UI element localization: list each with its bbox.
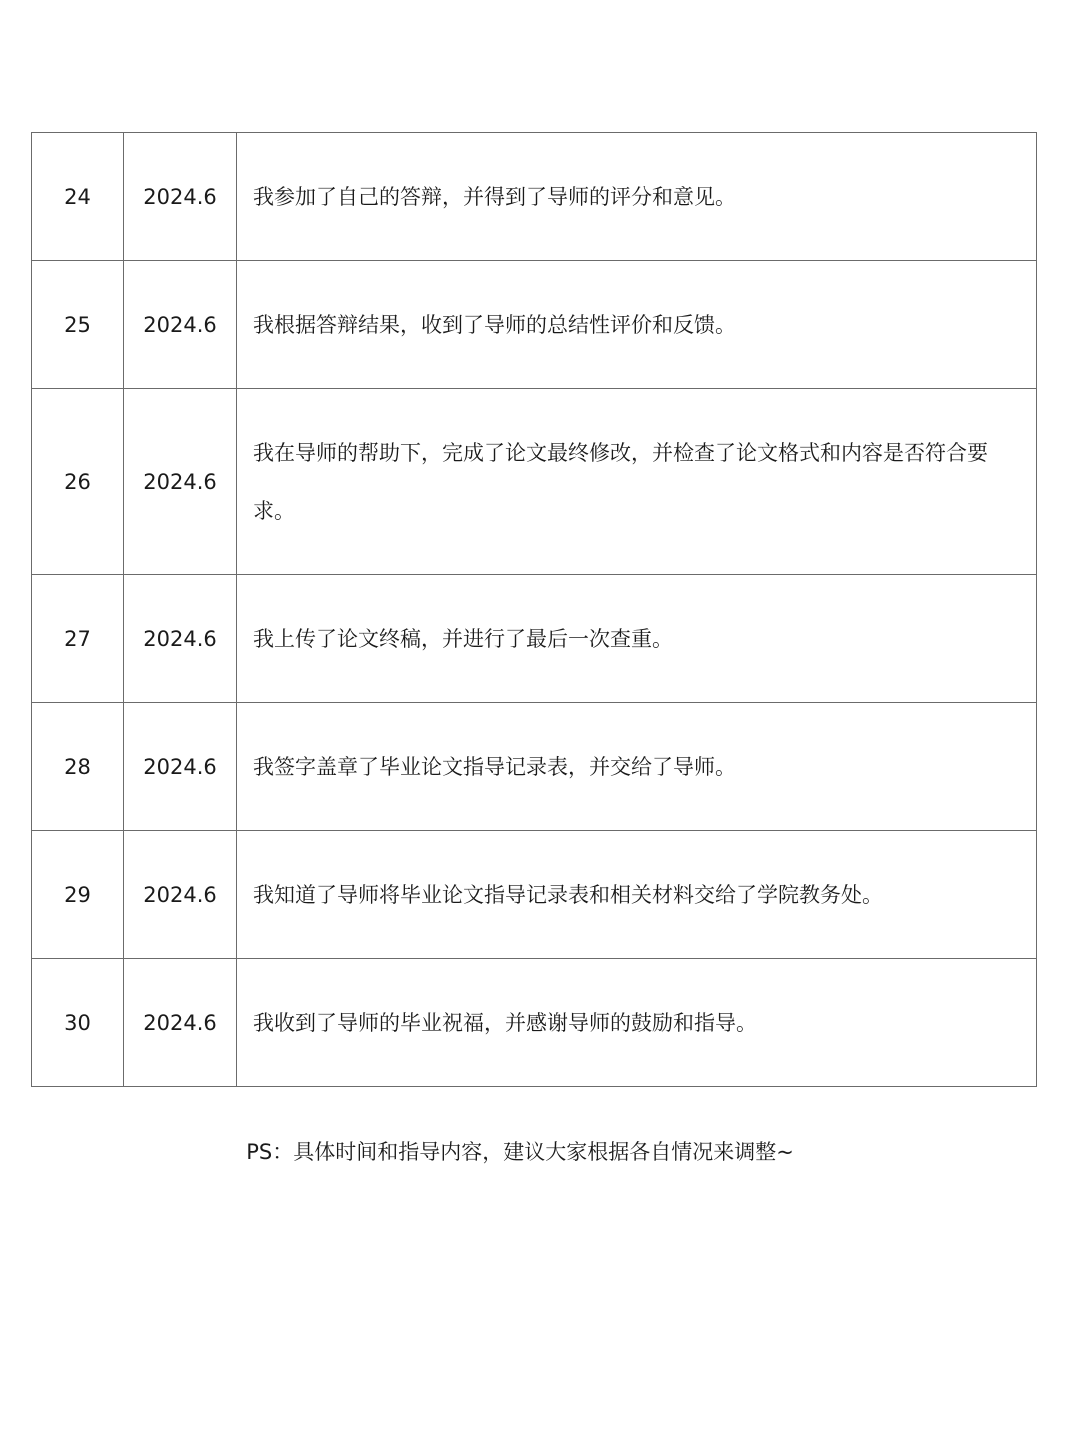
row-date: 2024.6 [124,133,237,261]
row-content: 我根据答辩结果，收到了导师的总结性评价和反馈。 [237,261,1037,389]
table-row [32,389,1037,575]
row-content: 我在导师的帮助下，完成了论文最终修改，并检查了论文格式和内容是否符合要求。 [237,389,1037,575]
row-number: 29 [32,831,124,959]
row-content: 我上传了论文终稿，并进行了最后一次查重。 [237,575,1037,703]
guidance-record-table [31,132,1037,1087]
row-date: 2024.6 [124,389,237,575]
row-content: 我签字盖章了毕业论文指导记录表，并交给了导师。 [237,703,1037,831]
row-number: 30 [32,959,124,1087]
row-date: 2024.6 [124,831,237,959]
row-number: 27 [32,575,124,703]
table-row [32,575,1037,703]
row-date: 2024.6 [124,959,237,1087]
table-row [32,261,1037,389]
table-row [32,703,1037,831]
table-row [32,831,1037,959]
table-row [32,133,1037,261]
row-number: 25 [32,261,124,389]
table-row [32,959,1037,1087]
row-content: 我知道了导师将毕业论文指导记录表和相关材料交给了学院教务处。 [237,831,1037,959]
row-content: 我收到了导师的毕业祝福，并感谢导师的鼓励和指导。 [237,959,1037,1087]
row-date: 2024.6 [124,703,237,831]
row-number: 28 [32,703,124,831]
row-content: 我参加了自己的答辩，并得到了导师的评分和意见。 [237,133,1037,261]
row-number: 26 [32,389,124,575]
row-number: 24 [32,133,124,261]
row-date: 2024.6 [124,261,237,389]
row-date: 2024.6 [124,575,237,703]
footnote: PS：具体时间和指导内容，建议大家根据各自情况来调整~ [246,1140,794,1164]
